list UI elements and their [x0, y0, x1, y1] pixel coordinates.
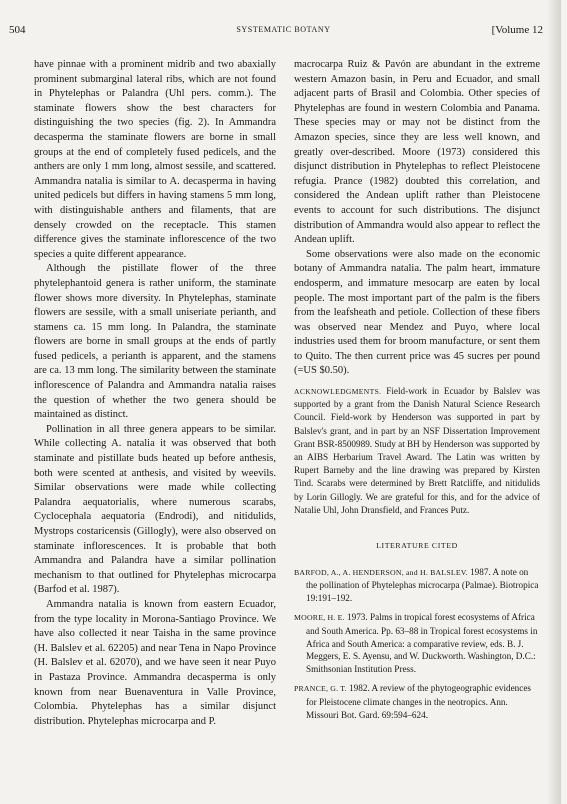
reference-authors: PRANCE, G. T. — [294, 684, 347, 694]
paragraph: Ammandra natalia is known from eastern Ecuador, from the type locality in Morona-Santiago Province. We have also collected it near Taisha in the same province (H. Balslev et al. 62205) and near Tena in Napo Province (H. Balslev et al. 62070), and we have seen it near Puyo in Pastaza Province. Ammandra decasperma is only known from near Buenaventura in Valle Province, Colombia. Phytelephas has a similar disjunct distribution. Phytelephas microcarpa and P. — [34, 598, 276, 727]
acknowledgments-label: ACKNOWLEDGMENTS. — [294, 387, 382, 397]
reference-entry — [294, 566, 540, 605]
reference-text: 1982. A review of the phytogeographic evidences for Pleistocene climate changes in the neotropics. Ann. Missouri Bot. Gard. 69:594–624. — [306, 683, 531, 720]
paragraph: Although the pistillate flower of the three phytelephantoid genera is rather uniform, the staminate flower shows more diversity. In Phytelephas, staminate flowers are sessile, with a small uniseriate perianth, and stamens ca. 15 mm long. In Palandra, the staminate flowers are borne in small groups at the ends of partly fused pedicels, a perianth is apparent, and the stamens are ca. 13 mm long. The similarity between the staminate inflorescence of Palandra and Ammandra natalia raises the question of whether the two genera should be maintained as distinct. — [34, 263, 276, 421]
acknowledgments — [294, 385, 540, 517]
literature-cited-heading: LITERATURE CITED — [376, 541, 458, 551]
paragraph: have pinnae with a prominent midrib and two abaxially prominent submarginal lateral ribs, which are not found in Phytelephas or Palandra (Uhl pers. comm.). The staminate flowers show the best characters for distinguishing the two species (fig. 2). In Ammandra decasperma the staminate flowers are borne in small groups at the end of completely fused pedicels, and the anthers are only 1 mm long, almost sessile, and scattered. Ammandra natalia is similar to A. decasperma in having united pedicels but differs in having stamens 5 mm long, with distinguishable anthers and filaments, that are densely crowded on the receptacle. This stamen difference gives the staminate inflorescence of the two species a quite different appearance. — [34, 59, 276, 260]
reference-entry — [294, 611, 540, 675]
page-edge-shadow — [547, 0, 561, 804]
reference-authors: MOORE, H. E. — [294, 613, 345, 623]
running-header — [0, 24, 567, 42]
paragraph: Pollination in all three genera appears to be similar. While collecting A. natalia it was observed that both staminate and pistillate buds heated up before anthesis, both were scented at anthesis, and visited by weevils. Similar observations were made while collecting Palandra aequatorialis, where numerous scarabs, Cyclocephala aequatoria (Endrodi), and nitidulids, Mystrops costaricensis (Gillogly), were also observed on staminate inflorescences. It is probable that both Ammandra and Palandra have a similar pollination mechanism to that outlined for Phytelephas microcarpa (Barfod et al. 1987). — [34, 423, 276, 596]
left-column — [34, 58, 276, 729]
running-title: SYSTEMATIC BOTANY — [236, 25, 331, 34]
volume-label: [Volume 12 — [491, 24, 543, 36]
paragraph: Some observations were also made on the economic botany of Ammandra natalia. The palm heart, immature endosperm, and immature mesocarp are eaten by local people. The most important part of the palm is the fibers from the leafsheath and petiole. Collection of these fibers was observed near Mendez and Puyo, where local industries used them for broom manufacture, or sent them to Quito. The then current price was 45 sucres per pound (=US $0.50). — [294, 248, 540, 377]
reference-authors: BARFOD, A., A. HENDERSON, and H. BALSLEV. — [294, 567, 468, 577]
reference-entry — [294, 682, 540, 721]
page-number: 504 — [9, 24, 26, 36]
paragraph: macrocarpa Ruiz & Pavón are abundant in the extreme western Amazon basin, in Peru and Ecuador, and small adjacent parts of Brasil and Colombia. Other species of Phytelephas are found in western Colombia and Panama. These species may or may not be distinct from the Amazon species, since they are less well known, and greatly over-described. Moore (1973) considered this disjunct distribution in Phytelephas to reflect Pleistocene refugia. Prance (1982) doubted this correlation, and considered the Andean uplift rather than Pleistocene events to account for such distributions. The disjunct distribution of Ammandra would also appear to reflect the Andean uplift. — [294, 59, 540, 246]
reference-text: 1973. Palms in tropical forest ecosystems of Africa and South America. Pp. 63–88 in Tropical forest ecosystems in Africa and South America: a comparative review, eds. B. J. Meggers, E. S. Ayensu, and W. Duckworth. Washington, D.C.: Smithsonian Institution Press. — [306, 612, 538, 674]
reference-text: 1987. A note on the pollination of Phytelephas microcarpa (Palmae). Biotropica 19:191–192. — [306, 566, 539, 603]
right-column — [294, 58, 540, 728]
acknowledgments-text: Field-work in Ecuador by Balslev was supported by a grant from the Danish Natural Science Research Council. Field-work by Henderson was supported in part by Balslev's grant, and in part by an NSF Dissertation Improvement Grant BSR-8500989. Study at BH by Henderson was supported by an AIBS Herbarium Travel Award. The Latin was written by Rupert Barneby and the line drawing was prepared by Kirsten Tind. Scarabs were determined by Brett Ratcliffe, and nitidulids by Lorin Gillogly. We are grateful for this, and for the advice of Natalie Uhl, John Dransfield, and Frances Putz. — [294, 386, 541, 515]
